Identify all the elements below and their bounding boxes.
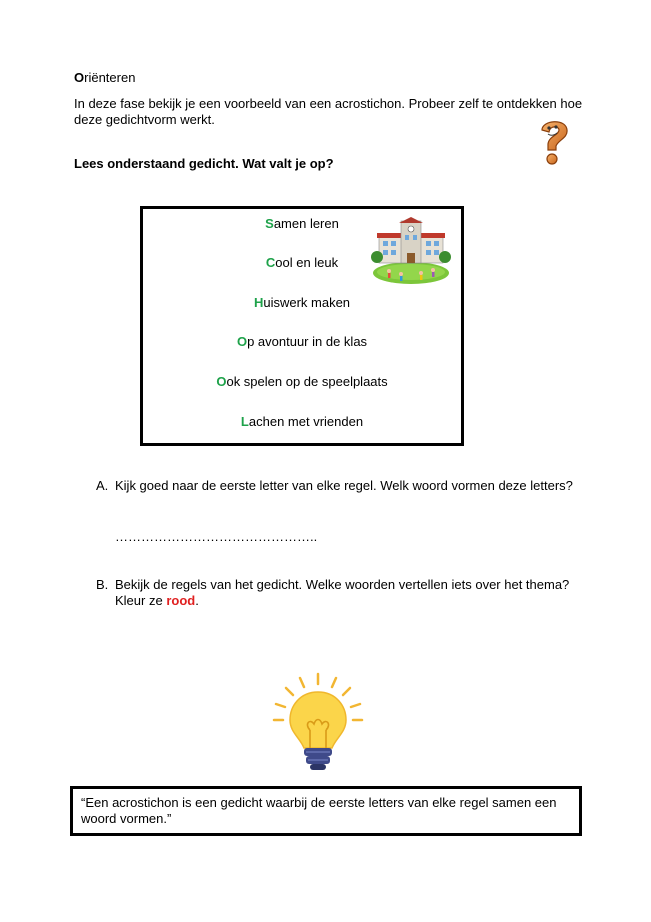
poem-initial: H: [253, 295, 264, 310]
question-mark-icon: [534, 116, 574, 168]
poem-line: [143, 374, 461, 389]
poem-box: [140, 206, 464, 446]
poem-line-text: ool en leuk: [275, 255, 339, 270]
intro-text: In deze fase bekijk je een voorbeeld van een acrostichon. Probeer zelf te ontdekken hoe deze gedichtvorm werkt.: [74, 96, 583, 127]
definition-box: [70, 786, 582, 836]
poem-line: [143, 414, 461, 429]
heading-first-letter: O: [74, 70, 85, 85]
task-b-highlight: rood: [166, 593, 196, 608]
poem-initial: L: [240, 414, 249, 429]
poem-initial: O: [216, 374, 227, 389]
task-b-label: B.: [96, 577, 109, 592]
poem-line-text: p avontuur in de klas: [247, 334, 368, 349]
heading-rest: riënteren: [84, 70, 136, 85]
task-a-text: Kijk goed naar de eerste letter van elke regel. Welk woord vormen deze letters?: [115, 478, 573, 493]
poem-initial: C: [265, 255, 276, 270]
lightbulb-icon: [270, 672, 366, 776]
poem-line-text: amen leren: [273, 216, 339, 231]
section-heading: [74, 70, 135, 85]
poem-line-text: ok spelen op de speelplaats: [226, 374, 388, 389]
poem-line-text: uiswerk maken: [263, 295, 351, 310]
poem-line-text: achen met vrienden: [248, 414, 364, 429]
definition-text: “Een acrostichon is een gedicht waarbij de eerste letters van elke regel samen een woord vormen.”: [81, 795, 557, 826]
poem-line: [143, 295, 461, 310]
task-b-text-before: Bekijk de regels van het gedicht. Welke woorden vertellen iets over het thema? Kleur ze: [115, 577, 570, 608]
school-illustration: [371, 217, 451, 287]
task-b-text: [115, 577, 590, 609]
poem-line: [143, 334, 461, 349]
task-a-label: A.: [96, 478, 109, 493]
poem-initial: O: [236, 334, 248, 349]
task-b-text-after: .: [195, 593, 199, 608]
answer-line[interactable]: ………………………………………..: [115, 529, 318, 544]
poem-initial: S: [265, 216, 274, 231]
question-heading: Lees onderstaand gedicht. Wat valt je op?: [74, 156, 334, 171]
